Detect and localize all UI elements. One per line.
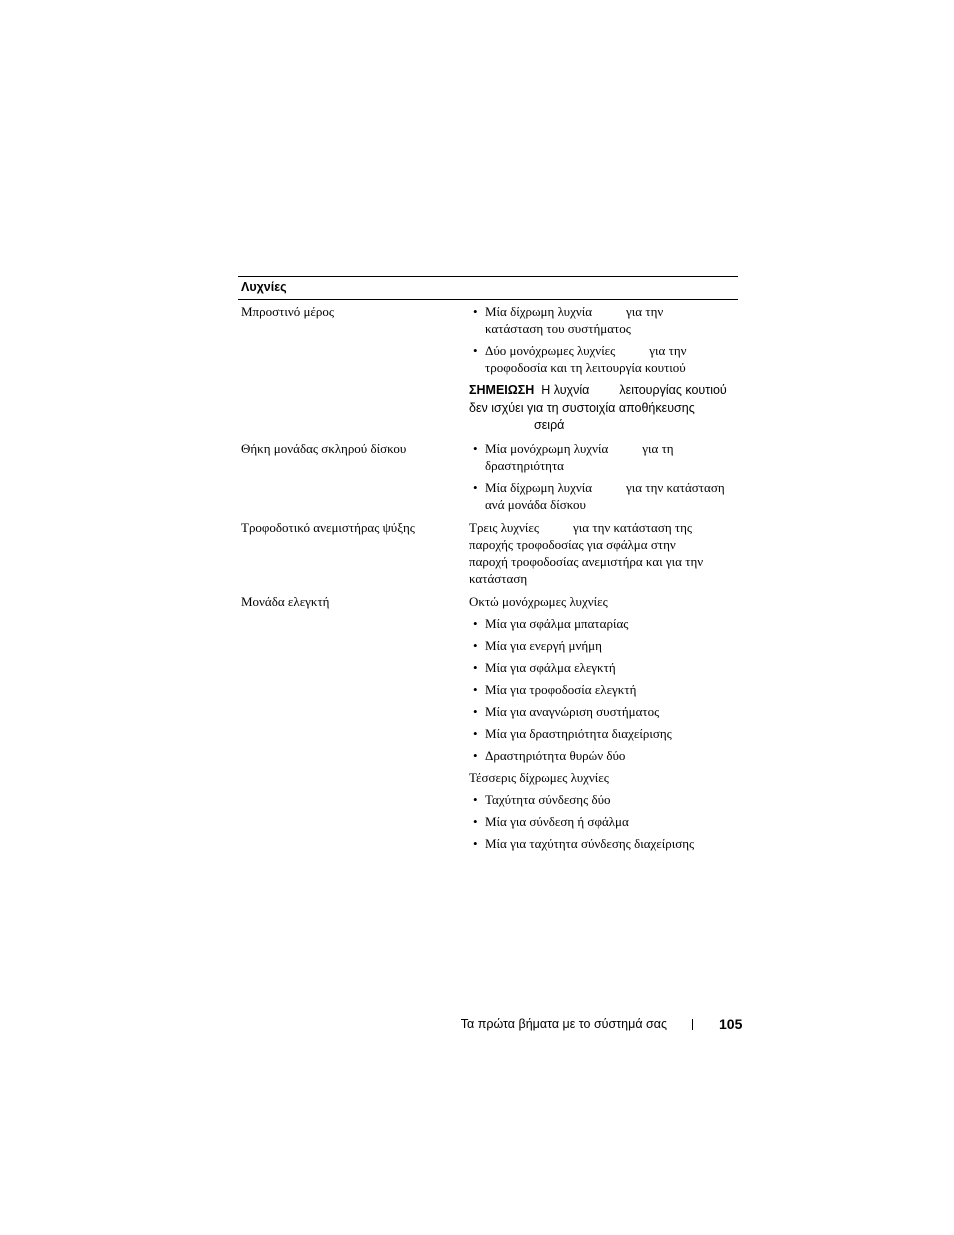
note: ΣΗΜΕΙΩΣΗ Η λυχνία λειτουργίας κουτιού δεν ισχύει για τη συστοιχία αποθήκευσης σειρά xyxy=(469,383,727,432)
bullet-icon: • xyxy=(473,343,478,358)
list-item: • Μία δίχρωμη λυχνία για την κατάσταση ανά μονάδα δίσκου xyxy=(469,479,737,513)
table-row xyxy=(238,303,738,435)
page-footer xyxy=(0,1015,954,1035)
bullet-icon: • xyxy=(473,304,478,319)
list-intro: Οκτώ μονόχρωμες λυχνίες xyxy=(469,593,608,609)
list-item: • Μία για σύνδεση ή σφάλμα xyxy=(469,813,737,830)
leds-table xyxy=(238,276,738,852)
note-label: ΣΗΜΕΙΩΣΗ xyxy=(469,383,535,397)
list-item: • Μία για σφάλμα ελεγκτή xyxy=(469,659,737,676)
row-content xyxy=(469,440,737,513)
bullet-icon: • xyxy=(473,440,478,456)
table-row xyxy=(238,593,738,852)
bullet-icon: • xyxy=(473,725,478,741)
page-number: 105 xyxy=(719,1016,743,1032)
row-label: Μπροστινό μέρος xyxy=(241,304,335,319)
bullet-icon: • xyxy=(473,703,478,719)
list-item: • Ταχύτητα σύνδεσης δύο xyxy=(469,791,737,808)
row-label: Τροφοδοτικό ανεμιστήρας ψύξης xyxy=(241,519,415,535)
bullet-icon: • xyxy=(473,615,478,631)
bullet-icon: • xyxy=(473,659,478,675)
list-item: • Μία για σφάλμα μπαταρίας xyxy=(469,615,737,632)
row-content: Τρεις λυχνίες για την κατάσταση της παροχής τροφοδοσίας για σφάλμα στην παροχή τροφοδοσίας ανεμιστήρα και για την κατάσταση xyxy=(469,519,704,586)
footer-divider xyxy=(692,1019,693,1030)
list-item: • Μία δίχρωμη λυχνία για την κατάσταση του συστήματος xyxy=(469,303,737,337)
row-label: Θήκη μονάδας σκληρού δίσκου xyxy=(241,440,407,456)
row-content xyxy=(469,593,737,852)
list-item: • Μία για τροφοδοσία ελεγκτή xyxy=(469,681,737,698)
footer-title: Τα πρώτα βήματα με το σύστημά σας xyxy=(460,1017,667,1031)
list-item: • Δύο μονόχρωμες λυχνίες για την τροφοδοσία και τη λειτουργία κουτιού xyxy=(469,342,737,376)
bullet-icon: • xyxy=(473,813,478,829)
list-item: • Μία για ταχύτητα σύνδεσης διαχείρισης xyxy=(469,835,737,852)
table-row xyxy=(238,519,738,587)
bullet-icon: • xyxy=(473,637,478,653)
list-item: • Μία μονόχρωμη λυχνία για τη δραστηριότητα xyxy=(469,440,737,474)
row-label: Μονάδα ελεγκτή xyxy=(241,593,330,609)
row-content xyxy=(469,303,737,435)
list-intro: Τέσσερις δίχρωμες λυχνίες xyxy=(469,769,609,785)
bullet-icon: • xyxy=(473,747,478,763)
list-item: • Δραστηριότητα θυρών δύο xyxy=(469,747,737,764)
bullet-icon: • xyxy=(473,479,478,495)
list-item: • Μία για δραστηριότητα διαχείρισης xyxy=(469,725,737,742)
bullet-icon: • xyxy=(473,791,478,807)
table-header: Λυχνίες xyxy=(238,277,738,300)
bullet-icon: • xyxy=(473,835,478,851)
table-row xyxy=(238,440,738,513)
list-item: • Μία για ενεργή μνήμη xyxy=(469,637,737,654)
list-item: • Μία για αναγνώριση συστήματος xyxy=(469,703,737,720)
bullet-icon: • xyxy=(473,681,478,697)
